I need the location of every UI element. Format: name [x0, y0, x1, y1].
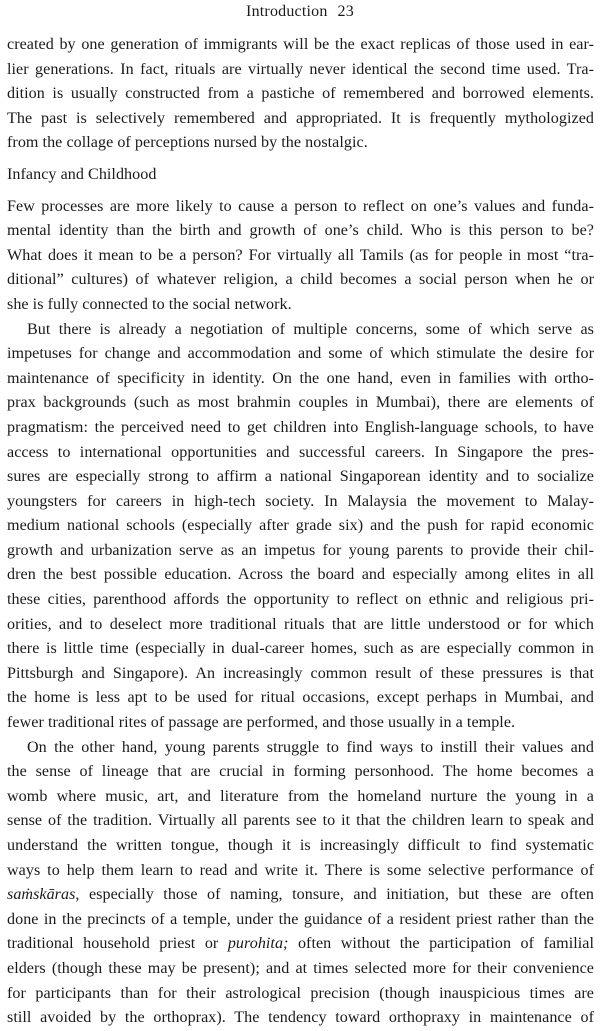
text-line: prax backgrounds (such as most brahmin couples in Mumbai), there are elements of	[7, 394, 594, 412]
text-line	[7, 883, 594, 908]
text-line: fewer traditional rites of passage are performed, and those usually in a temple.	[7, 714, 516, 732]
running-head	[0, 2, 600, 22]
paragraph-1	[7, 33, 594, 156]
paragraph-4	[7, 736, 594, 1031]
text-line	[7, 932, 594, 957]
page-number: 23	[337, 3, 354, 20]
term-purohita: purohita;	[227, 935, 289, 953]
paragraph-2	[7, 195, 594, 318]
text-line: What does it mean to be a person? For virtually all Tamils (as for people in most “tra-	[7, 246, 594, 264]
text-line: maintenance of specificity in identity. On the one hand, even in families with ortho-	[7, 369, 594, 387]
text-line: from the collage of perceptions nursed by the nostalgic.	[7, 134, 368, 152]
text-line: the sense of lineage that are crucial in forming personhood. The home becomes a	[7, 763, 594, 781]
running-head-title: Introduction	[246, 3, 328, 20]
text-line: Few processes are more likely to cause a person to reflect on one’s values and funda-	[7, 197, 594, 215]
text-line: for participants than for their astrological precision (though inauspicious times are	[7, 984, 594, 1002]
text-line: access to international opportunities and successful careers. In Singapore the pres-	[7, 443, 594, 461]
section-heading: Infancy and Childhood	[7, 165, 157, 183]
text-line: medium national schools (especially after grade six) and the push for rapid economic	[7, 517, 594, 535]
text-line: mental identity than the birth and growth of one’s child. Who is this person to be?	[7, 222, 594, 240]
text-line: created by one generation of immigrants will be the exact replicas of those used in ear-	[7, 36, 594, 53]
text-line: ditional” cultures) of whatever religion, a child becomes a social person when he or	[7, 271, 594, 289]
page-body	[7, 33, 594, 1031]
text-line: growth and urbanization serve as an impetus for young parents to provide their chil-	[7, 541, 594, 559]
text-line: Pittsburgh and Singapore). An increasingly common result of these pressures is that	[7, 664, 594, 682]
term-samskaras: saṁskāras	[7, 886, 76, 904]
paragraph-3	[7, 318, 594, 736]
text-run: often without the participation of familial	[288, 935, 594, 953]
text-line: The past is selectively remembered and appropriated. It is frequently mythologized	[7, 109, 594, 127]
text-line: But there is already a negotiation of multiple concerns, some of which serve as	[27, 320, 594, 338]
text-line: dren the best possible education. Across the board and especially among elites in all	[7, 566, 594, 584]
text-line: elders (though these may be present); and at times selected more for their convenience	[7, 959, 594, 977]
text-line: understand the written tongue, though it is increasingly difficult to find systematic	[7, 837, 594, 854]
text-line: these cities, parenthood affords the opportunity to reflect on ethnic and religious pri-	[7, 591, 594, 609]
text-line: ways to help them learn to read and write it. There is some selective performance of	[7, 861, 594, 879]
text-line: there is little time (especially in dual-career homes, such as are especially common in	[7, 640, 594, 658]
text-run: traditional household priest or	[7, 935, 228, 953]
text-line: still avoided by the orthoprax). The tendency toward orthopraxy in maintenance of	[7, 1009, 594, 1027]
text-line: orities, and to deselect more traditional rituals that are little understood or for which	[7, 615, 594, 633]
text-line: she is fully connected to the social network.	[7, 295, 292, 313]
text-line: sense of the tradition. Virtually all parents see to it that the children learn to speak and	[7, 812, 594, 830]
text-line: youngsters for careers in high-tech society. In Malaysia the movement to Malay-	[7, 492, 594, 510]
text-line: womb where music, art, and literature from the homeland nurture the young in a	[7, 787, 594, 805]
text-run: , especially those of naming, tonsure, and initiation, but these are often	[75, 886, 594, 904]
text-line: sures are especially strong to affirm a national Singaporean identity and to socialize	[7, 468, 594, 486]
text-line: dition is usually constructed from a pastiche of remembered and borrowed elements.	[7, 85, 594, 103]
text-line: On the other hand, young parents struggle to find ways to instill their values and	[27, 738, 594, 756]
text-line: the home is less apt to be used for ritual occasions, except perhaps in Mumbai, and	[7, 689, 594, 707]
text-line: impetuses for change and accommodation and some of which stimulate the desire for	[7, 345, 594, 363]
text-line: done in the precincts of a temple, under the guidance of a resident priest rather than the	[7, 910, 594, 928]
text-line: pragmatism: the perceived need to get children into English-language schools, to have	[7, 418, 594, 436]
text-line: lier generations. In fact, rituals are virtually never identical the second time used. Tra-	[7, 60, 594, 78]
